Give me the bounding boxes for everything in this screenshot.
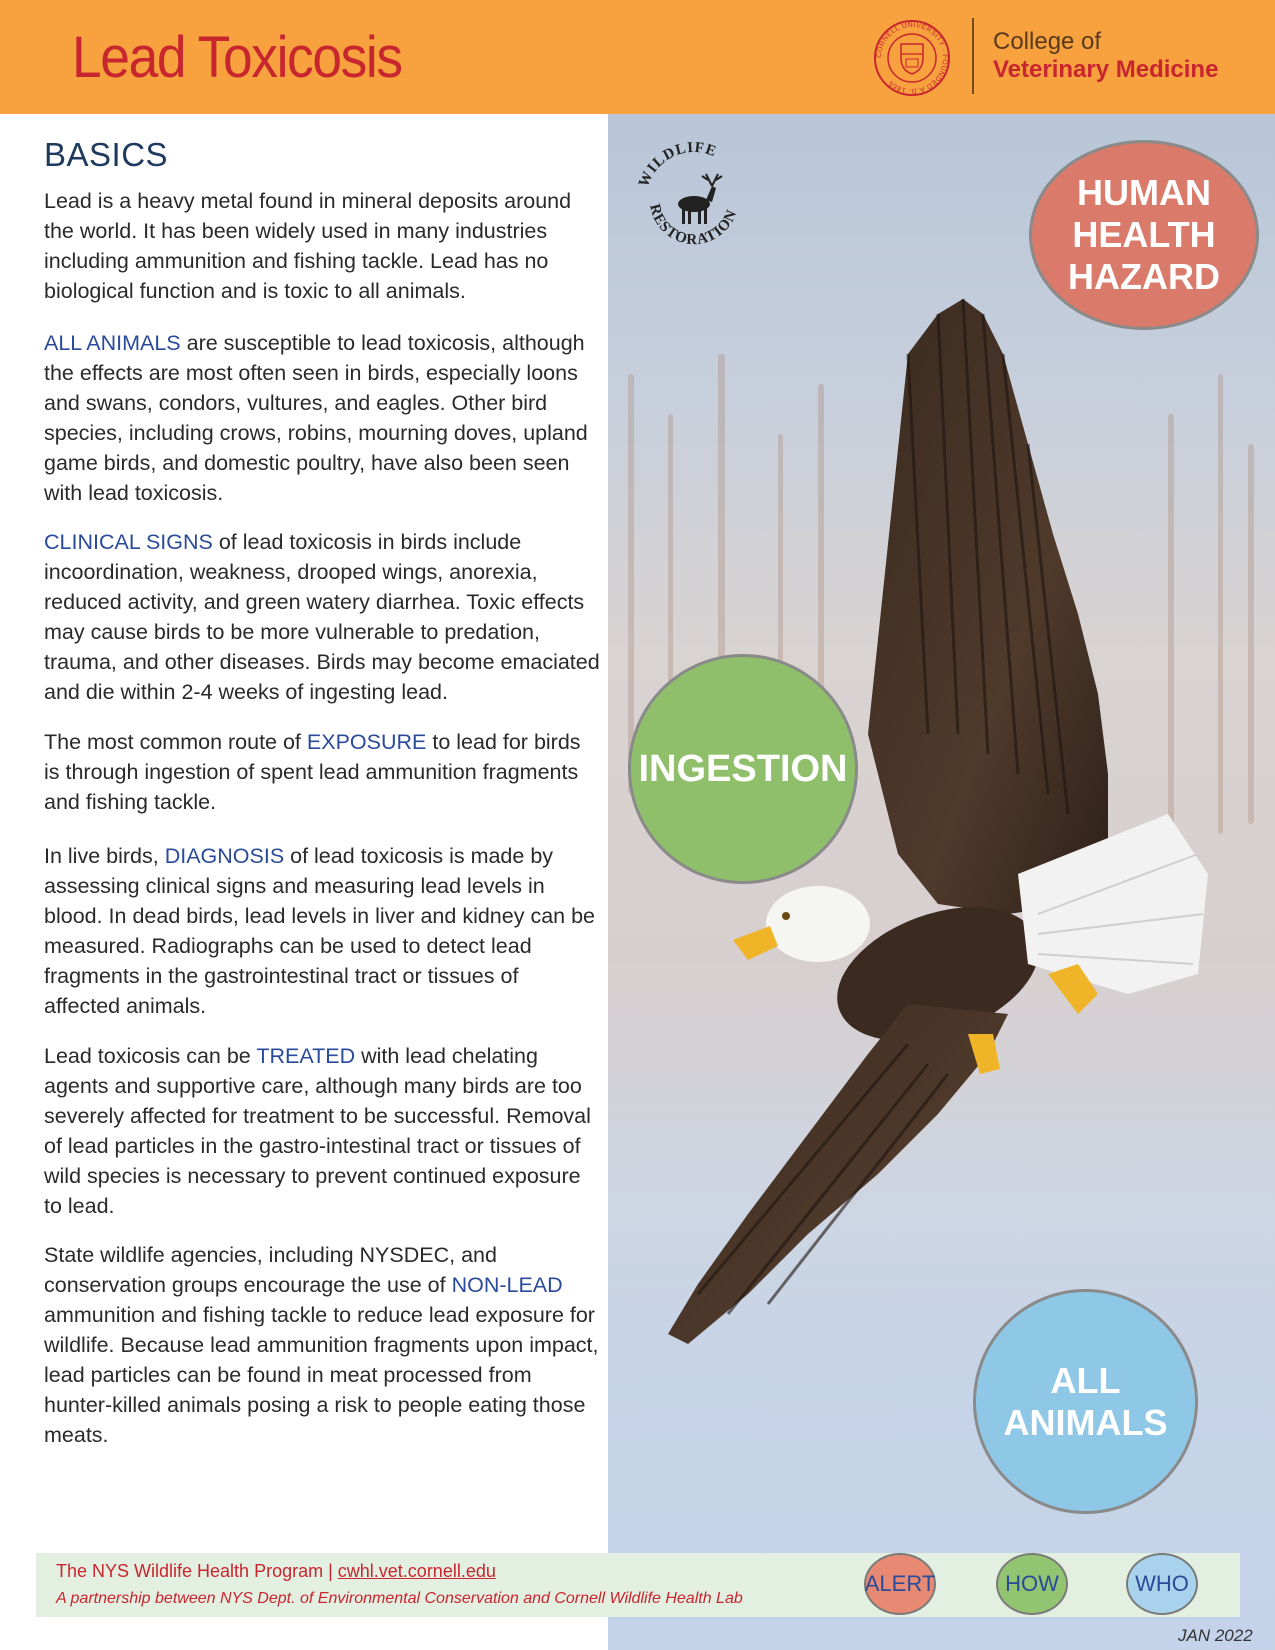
svg-text:WILDLIFE [636,140,719,190]
exposure-text: to lead for birds is through ingestion of spent lead ammunition fragments and fishing tackle. [44,730,581,814]
all-animals-badge [973,1289,1198,1514]
hazard-line2: HEALTH [1072,214,1216,255]
basics-paragraph-all-animals [44,328,600,508]
keyword-diagnosis: DIAGNOSIS [164,844,285,868]
wildlife-logo-bottom-text: RESTORATION [646,202,741,249]
alert-badge: ALERT [864,1553,936,1615]
treated-text: with lead chelating agents and supportive care, although many birds are too severely affected for treatment to be successful. Removal of lead particles in the gastro-intestinal tract or tissues of wild species is necessary to prevent continued exposure to lead. [44,1044,591,1218]
basics-paragraph-clinical-signs [44,527,600,707]
college-name-line1: College of [993,28,1102,55]
animals-line1: ALL [1050,1359,1121,1401]
clinical-signs-text: of lead toxicosis in birds include incoordination, weakness, drooped wings, anorexia, reduced activity, and green watery diarrhea. Toxic effects may cause birds to be more vulnerable to predation, trauma, and other diseases. Birds may become emaciated and die within 2-4 weeks of ingesting lead. [44,530,600,704]
basics-paragraph-intro [44,186,600,306]
publication-date: JAN 2022 [1178,1626,1253,1645]
non-lead-pre: State wildlife agencies, including NYSDEC, and conservation groups encourage the use of [44,1243,497,1297]
college-name-line2: Veterinary Medicine [993,56,1219,83]
diagnosis-text: of lead toxicosis is made by assessing clinical signs and measuring lead levels in blood. In dead birds, lead levels in liver and kidney can be measured. Radiographs can be used to detect lead fragments in the gastrointestinal tract or tissues of affected animals. [44,844,595,1018]
wildlife-logo-top-text: WILDLIFE [635,139,719,190]
basics-paragraph-non-lead [44,1240,600,1450]
all-animals-text: are susceptible to lead toxicosis, although the effects are most often seen in birds, especially loons and swans, condors, vultures, and eagles. Other bird species, including crows, robins, mourning doves, upland game birds, and domestic poultry, have also been seen with lead toxicosis. [44,331,588,505]
human-health-hazard-badge [1029,140,1259,330]
who-badge: WHO [1126,1553,1198,1615]
animals-line2: ANIMALS [1003,1401,1168,1443]
header-divider [972,18,974,94]
footer-separator: | [323,1561,338,1581]
non-lead-text: ammunition and fishing tackle to reduce lead exposure for wildlife. Because lead ammunition fragments upon impact, lead particles can be found in meat processed from hunter-killed animals posing a risk to people eating those meats. [44,1303,599,1447]
diagnosis-pre: In live birds, [44,844,165,868]
svg-text:CORNELL UNIVERSITY · FOUNDED A [876,22,948,94]
exposure-pre: The most common route of [44,730,307,754]
basics-paragraph-diagnosis [44,841,600,1021]
page-title: Lead Toxicosis [72,25,402,90]
how-badge: HOW [996,1553,1068,1615]
wildlife-restoration-logo [632,138,756,262]
ingestion-label: INGESTION [638,747,848,790]
intro-text: Lead is a heavy metal found in mineral deposits around the world. It has been widely used in many industries including ammunition and fishing tackle. Lead has no biological function and is toxic to all animals. [44,189,572,303]
program-url-link[interactable]: cwhl.vet.cornell.edu [337,1561,496,1581]
treated-pre: Lead toxicosis can be [44,1044,257,1068]
seal-text: CORNELL UNIVERSITY · FOUNDED A.D. 1865 [875,21,949,95]
keyword-exposure: EXPOSURE [306,730,427,754]
basics-paragraph-treated [44,1041,600,1221]
program-name: The NYS Wildlife Health Program [56,1561,324,1581]
cornell-seal-logo [872,18,952,98]
keyword-treated: TREATED [256,1044,356,1068]
hazard-line1: HUMAN [1077,172,1211,213]
keyword-clinical-signs: CLINICAL SIGNS [44,530,213,554]
partnership-note: A partnership between NYS Dept. of Environmental Conservation and Cornell Wildlife Health Lab [56,1590,743,1607]
footer-program-line [56,1561,496,1582]
ingestion-badge [628,654,858,884]
deer-icon [678,174,722,224]
hazard-line3: HAZARD [1068,256,1220,297]
keyword-all-animals: ALL ANIMALS [44,331,181,355]
keyword-non-lead: NON-LEAD [451,1273,563,1297]
basics-heading: BASICS [44,136,169,173]
basics-paragraph-exposure [44,727,600,817]
